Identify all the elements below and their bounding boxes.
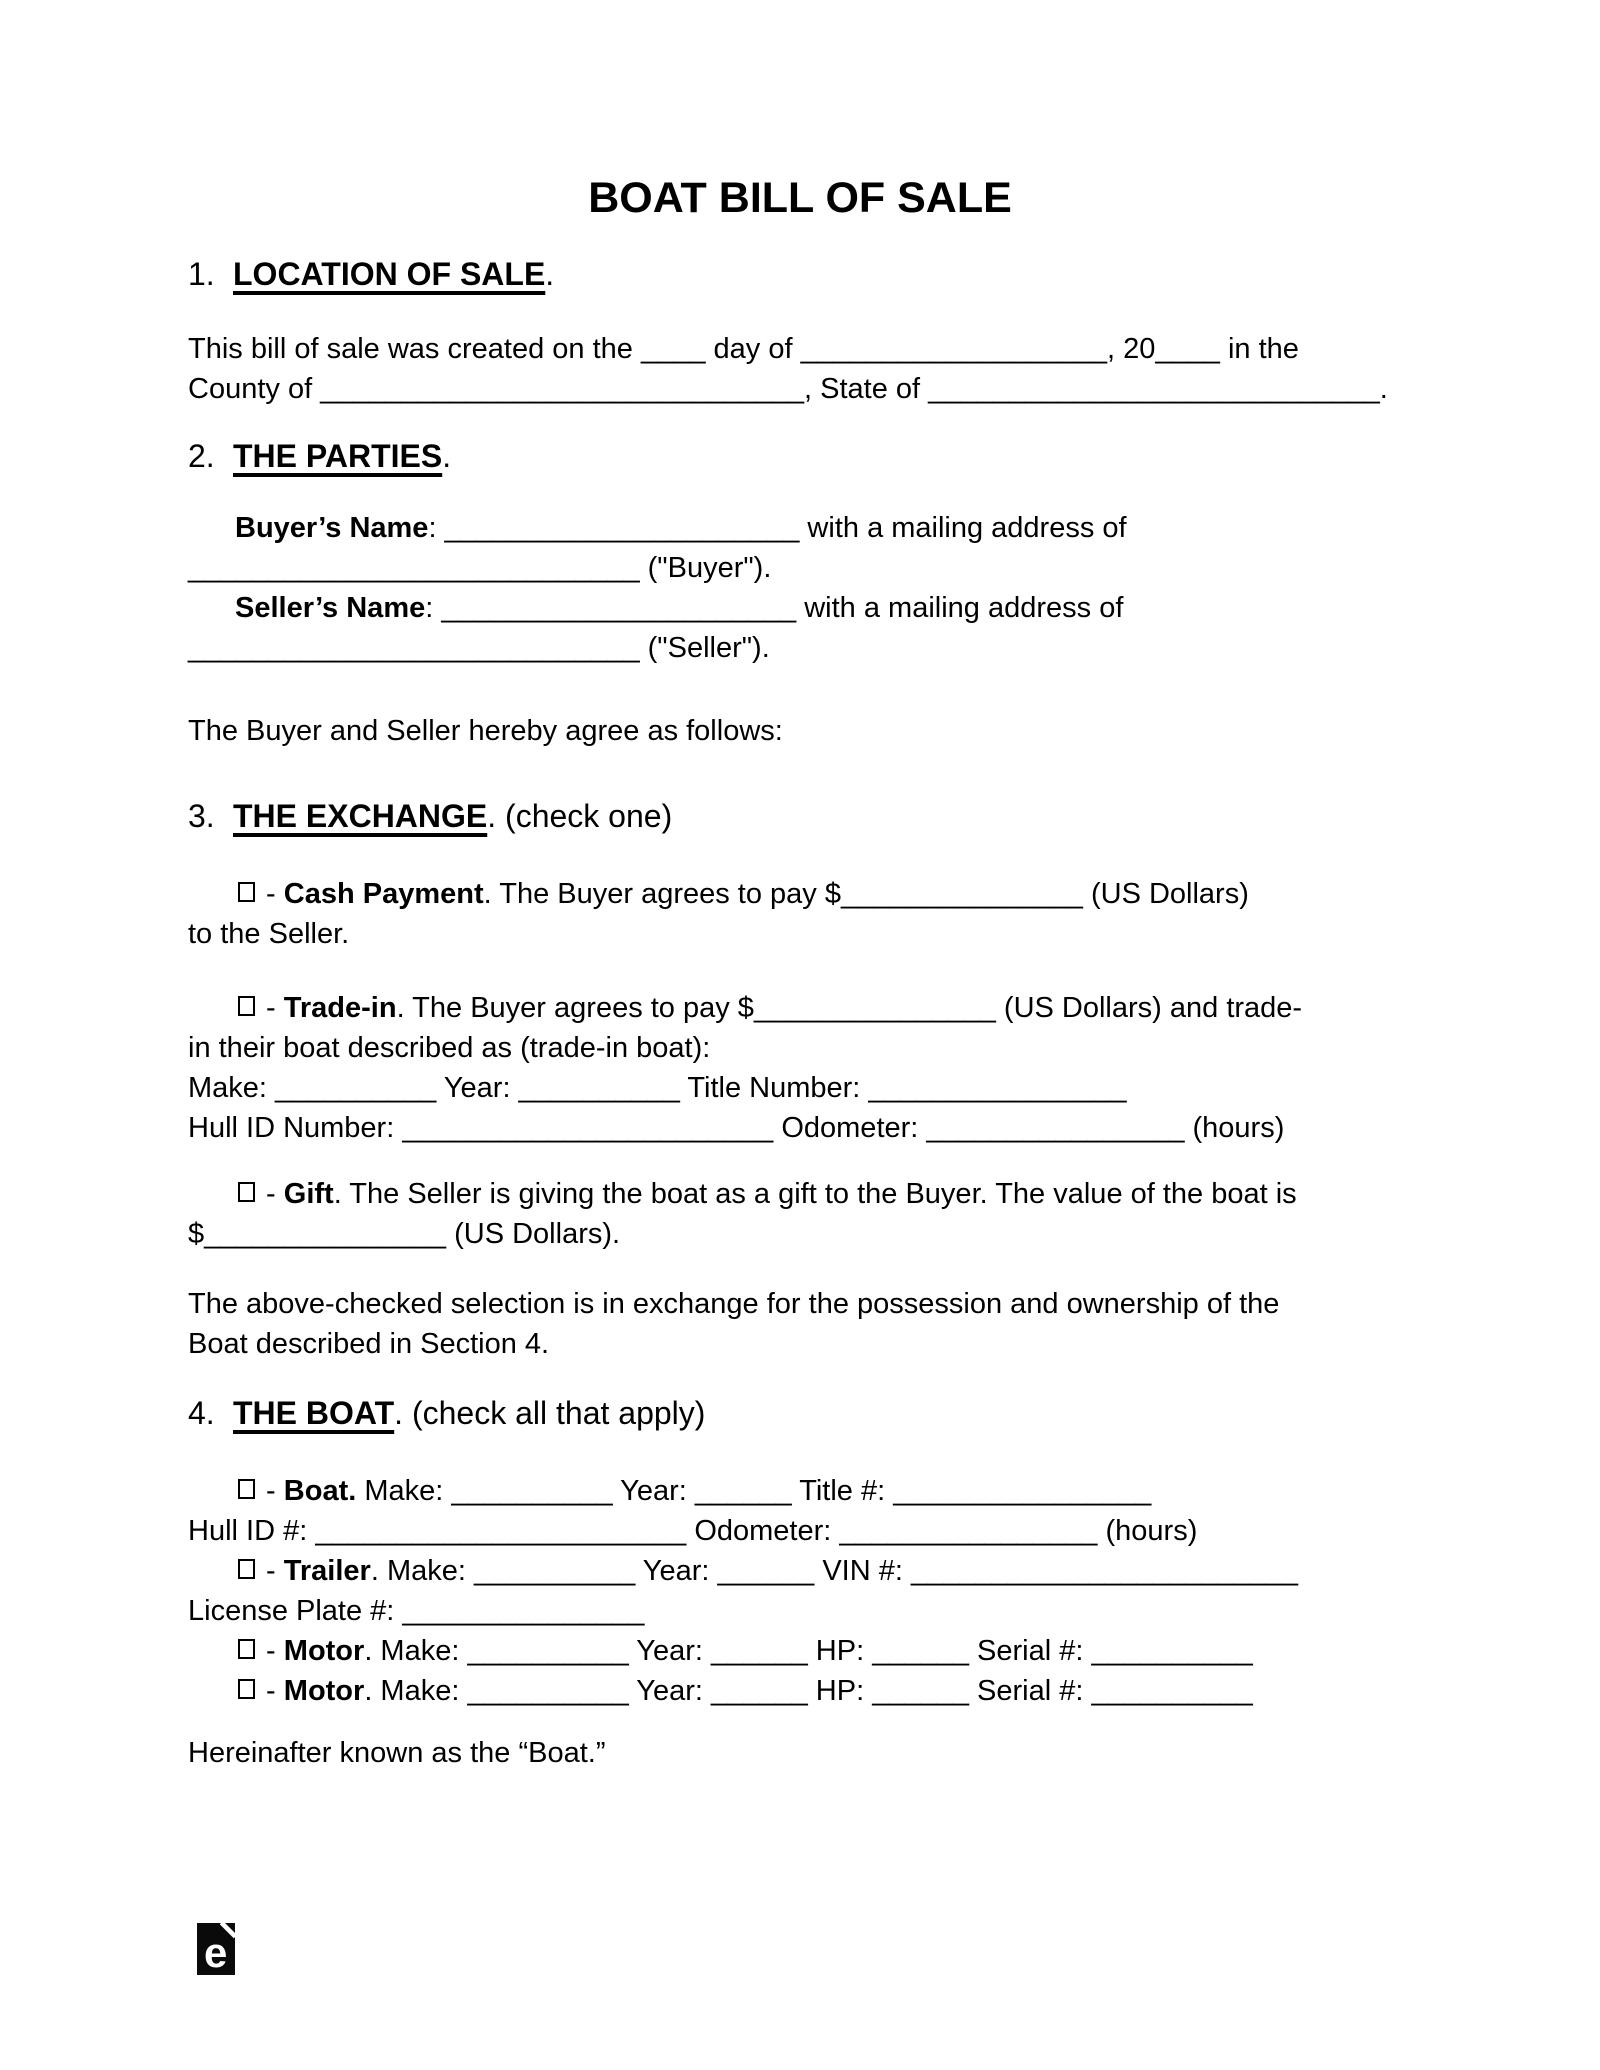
document-line: ____________________________ ("Buyer").	[188, 552, 772, 584]
section-number: 3.	[188, 798, 215, 834]
document-line: Hull ID #: _______________________ Odometer: ________________ (hours)	[188, 1515, 1198, 1547]
trade-in-option	[188, 988, 1302, 1148]
document-line: - Motor. Make: __________ Year: ______ HP: ______ Serial #: __________	[188, 1671, 1298, 1711]
document-line: County of ______________________________, State of ____________________________.	[188, 373, 1388, 405]
document-line: - Trade-in. The Buyer agrees to pay $_______________ (US Dollars) and trade-	[188, 988, 1302, 1028]
eforms-logo-letter: e	[204, 1929, 228, 1975]
document-body	[188, 0, 1412, 2070]
document-line: License Plate #: _______________	[188, 1595, 645, 1627]
document-line: Buyer’s Name: ______________________ with a mailing address of	[235, 512, 1127, 544]
section-2-heading: 2. THE PARTIES.	[188, 438, 452, 474]
section-number: 1.	[188, 256, 215, 292]
document-line: - Boat. Make: __________ Year: ______ Title #: ________________	[188, 1471, 1298, 1511]
document-line: in their boat described as (trade-in boat):	[188, 1032, 711, 1064]
checkbox-icon	[238, 1479, 255, 1499]
document-line: Hereinafter known as the “Boat.”	[188, 1737, 606, 1769]
checkbox-icon	[238, 882, 255, 902]
document-line: The Buyer and Seller hereby agree as follows:	[188, 715, 783, 747]
checkbox-icon	[238, 1639, 255, 1659]
section-number: 2.	[188, 438, 215, 474]
boat-details	[188, 1471, 1298, 1711]
section-1-heading: 1. LOCATION OF SALE.	[188, 256, 555, 292]
document-line: The above-checked selection is in exchange for the possession and ownership of the	[188, 1288, 1280, 1320]
document-line: This bill of sale was created on the ____ day of ___________________, 20____ in the	[188, 333, 1299, 365]
document-line: Hull ID Number: _______________________ Odometer: ________________ (hours)	[188, 1112, 1285, 1144]
checkbox-icon	[238, 1182, 255, 1202]
document-line: Seller’s Name: ______________________ with a mailing address of	[235, 592, 1124, 624]
document-title: BOAT BILL OF SALE	[588, 174, 1012, 222]
document-line: $_______________ (US Dollars).	[188, 1218, 621, 1250]
buyer-paragraph	[188, 508, 1127, 588]
document-line: ____________________________ ("Seller").	[188, 632, 770, 664]
document-line: Boat described in Section 4.	[188, 1328, 550, 1360]
checkbox-icon	[238, 1559, 255, 1579]
document-line: - Motor. Make: __________ Year: ______ HP: ______ Serial #: __________	[188, 1631, 1298, 1671]
seller-paragraph	[188, 588, 1123, 668]
agreement-intro	[188, 711, 783, 751]
section-3-heading: 3. THE EXCHANGE. (check one)	[188, 798, 673, 834]
section-4-heading: 4. THE BOAT. (check all that apply)	[188, 1395, 706, 1431]
cash-payment-option	[188, 874, 1249, 954]
eforms-document-icon	[197, 1923, 235, 1975]
document-line: - Cash Payment. The Buyer agrees to pay $_______________ (US Dollars)	[188, 874, 1249, 914]
checkbox-icon	[238, 1679, 255, 1699]
gift-option	[188, 1174, 1297, 1254]
location-paragraph	[188, 329, 1388, 409]
eforms-logo	[197, 1923, 235, 1975]
hereinafter-note	[188, 1733, 605, 1773]
exchange-note	[188, 1284, 1279, 1364]
document-line: to the Seller.	[188, 918, 350, 950]
document-line: Make: __________ Year: __________ Title Number: ________________	[188, 1072, 1127, 1104]
document-line: - Gift. The Seller is giving the boat as a gift to the Buyer. The value of the boat is	[188, 1174, 1297, 1214]
section-number: 4.	[188, 1395, 215, 1431]
checkbox-icon	[238, 996, 255, 1016]
document-line: - Trailer. Make: __________ Year: ______ VIN #: ________________________	[188, 1551, 1298, 1591]
